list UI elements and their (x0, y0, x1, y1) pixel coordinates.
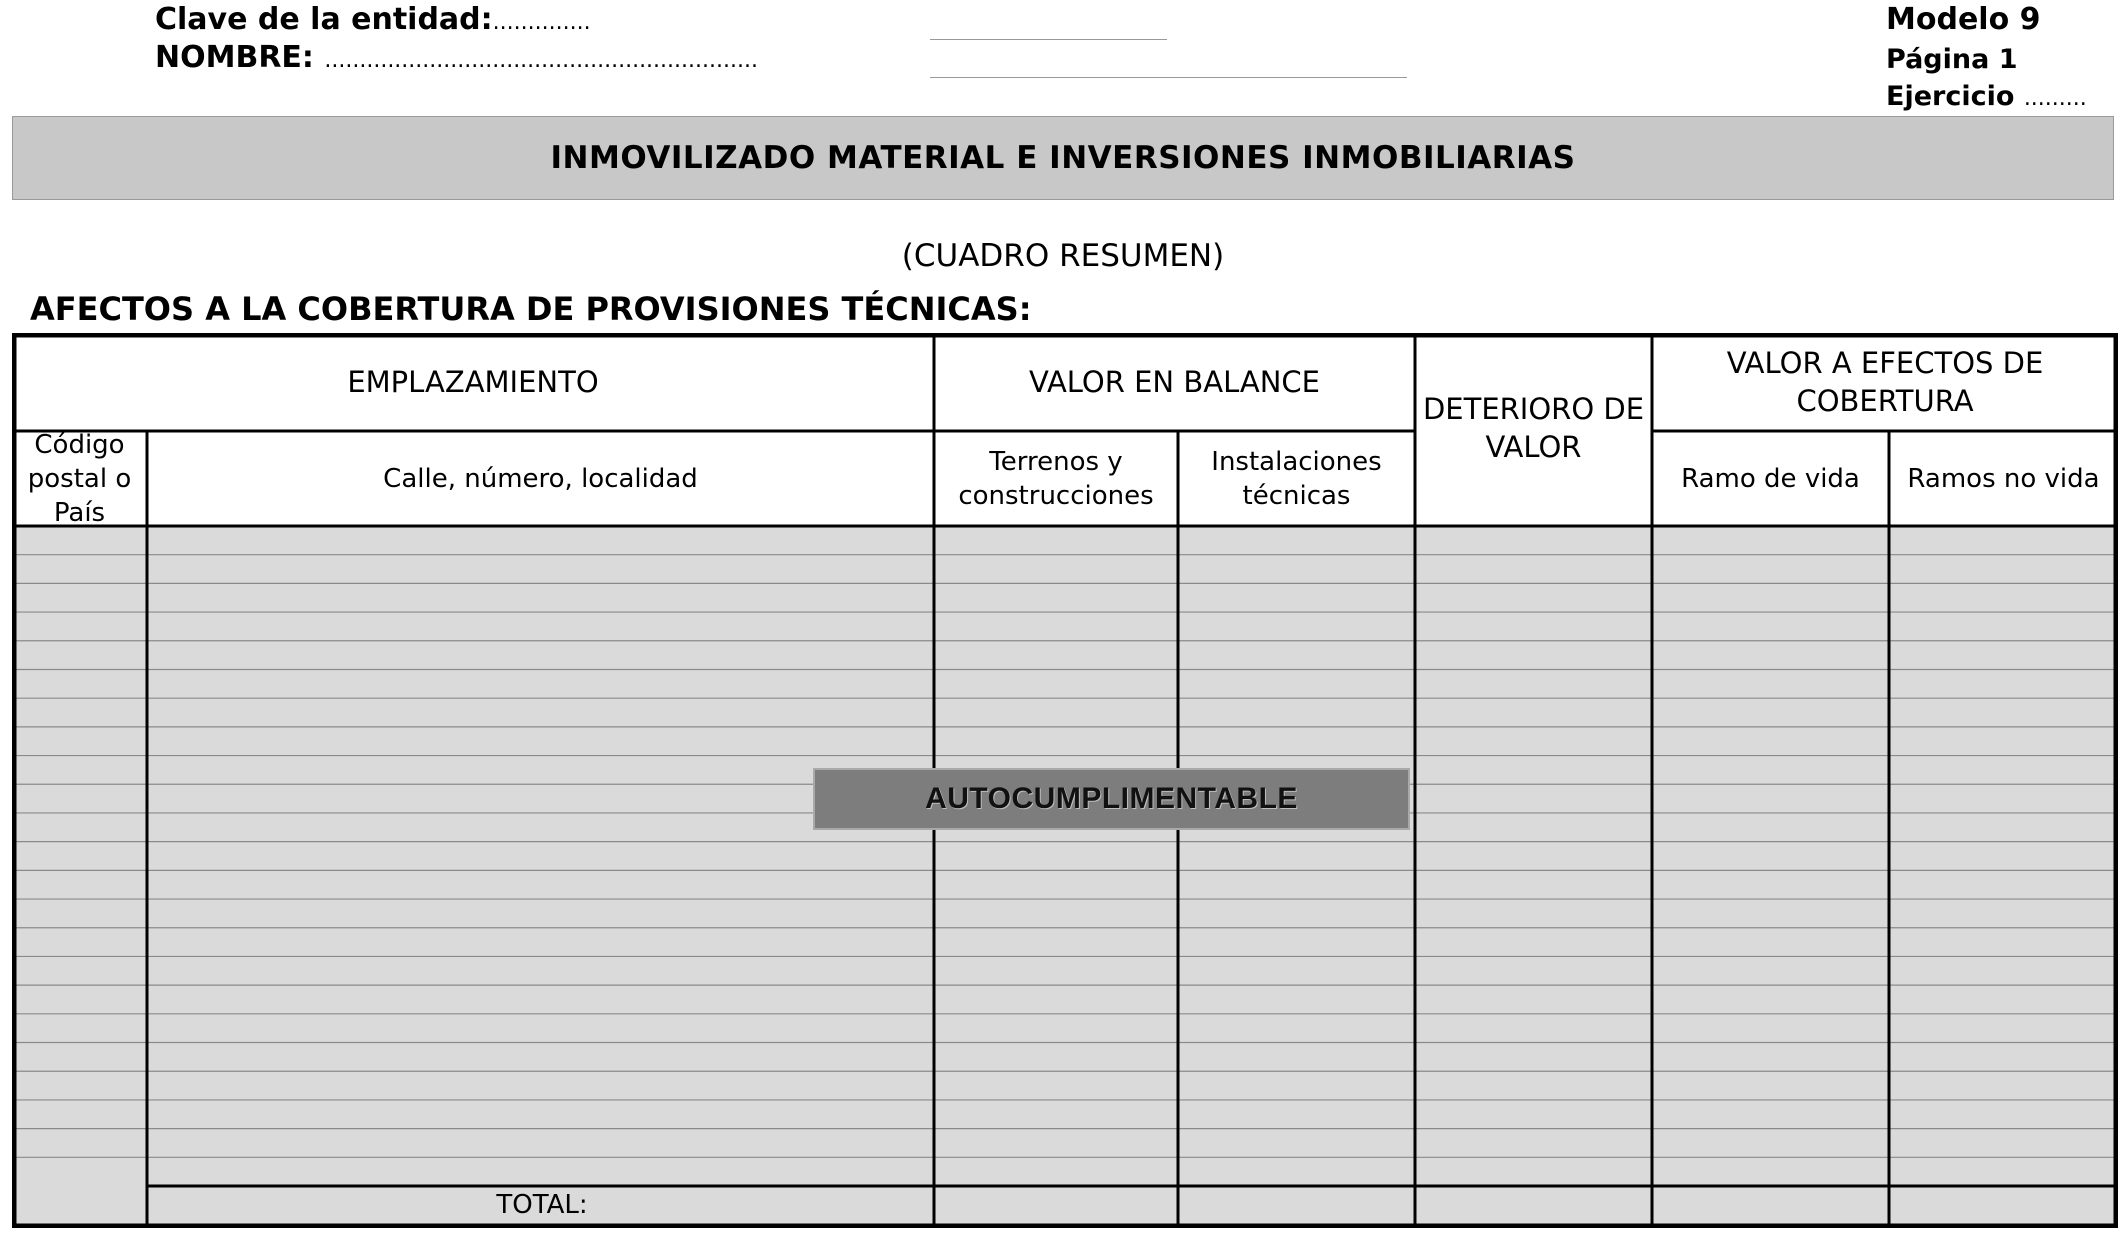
header-balance-value-label: VALOR EN BALANCE (1028, 365, 1321, 399)
header-balance-value (934, 333, 1415, 431)
header-location-label: EMPLAZAMIENTO (347, 365, 599, 399)
entity-name-dots: .............................................................. (324, 48, 758, 73)
col-street-label: Calle, número, localidad (383, 463, 698, 494)
fiscal-year-field (1886, 81, 2087, 112)
header-location (12, 333, 934, 431)
autofill-banner (813, 768, 1410, 830)
form-subtitle: (CUADRO RESUMEN) (901, 238, 1225, 274)
total-label: TOTAL: (496, 1190, 588, 1220)
form-title-band (12, 116, 2114, 200)
col-life-label: Ramo de vida (1681, 463, 1860, 494)
entity-key-dots: .............. (492, 10, 591, 35)
header-impairment (1420, 363, 1647, 493)
section-title: AFECTOS A LA COBERTURA DE PROVISIONES TÉCNICAS: (30, 290, 1032, 328)
col-street (147, 431, 934, 526)
entity-name-field (155, 40, 758, 75)
col-non-life (1889, 431, 2118, 526)
col-non-life-label: Ramos no vida (1907, 463, 2100, 494)
col-land-label: Terrenos y construcciones (958, 446, 1154, 511)
fiscal-year-dots: ......... (2023, 86, 2087, 111)
header-impairment-label: DETERIORO DE VALOR (1422, 392, 1645, 464)
autofill-banner-label: AUTOCUMPLIMENTABLE (925, 782, 1298, 815)
entity-key-field (155, 2, 591, 37)
col-installations (1178, 431, 1415, 526)
col-installations-label: Instalaciones técnicas (1211, 446, 1382, 511)
header-rule-short (930, 39, 1167, 40)
col-postal-code-label: Código postal o País (27, 429, 132, 528)
table-body-fill (12, 526, 2118, 1228)
header-coverage-value (1672, 333, 2098, 431)
entity-name-label: NOMBRE: (155, 40, 314, 75)
header-coverage-value-label: VALOR A EFECTOS DE COBERTURA (1726, 346, 2044, 418)
form-title: INMOVILIZADO MATERIAL E INVERSIONES INMOBILIARIAS (550, 140, 1576, 176)
entity-key-label: Clave de la entidad: (155, 2, 493, 37)
model-number: Modelo 9 (1886, 2, 2041, 37)
header-rule-long (930, 77, 1407, 78)
col-postal-code (14, 431, 145, 526)
page-number: Página 1 (1886, 44, 2018, 75)
col-land (934, 431, 1178, 526)
fiscal-year-label: Ejercicio (1886, 81, 2015, 112)
col-life (1652, 431, 1889, 526)
